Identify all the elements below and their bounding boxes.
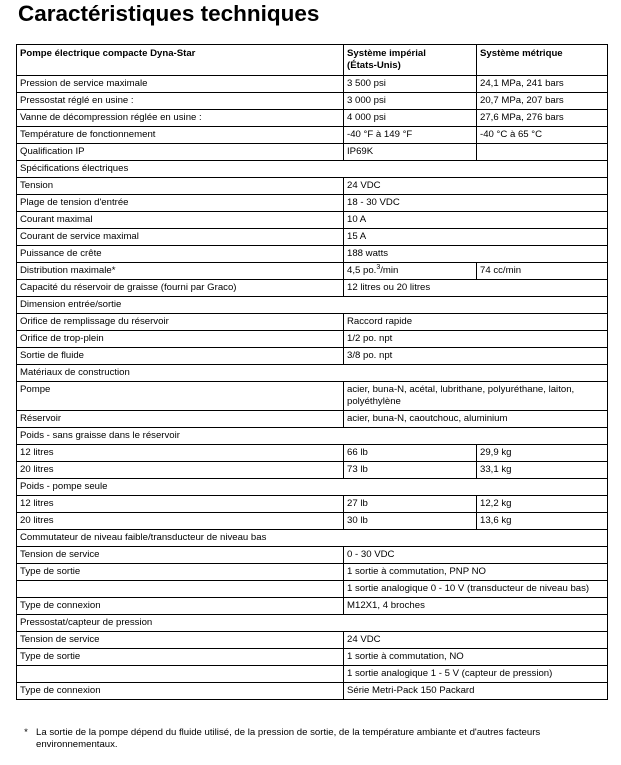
section-title: Pressostat/capteur de pression [17,615,608,632]
metric-value [477,144,608,161]
imperial-value: -40 °F à 149 °F [344,127,477,144]
spec-value: 10 A [344,212,608,229]
table-row [17,445,608,462]
imperial-value [344,263,477,280]
spec-value: 1/2 po. npt [344,331,608,348]
spec-label: Type de sortie [17,564,344,581]
spec-value: 12 litres ou 20 litres [344,280,608,297]
table-body [17,76,608,700]
spec-label: Type de sortie [17,649,344,666]
section-title: Poids - pompe seule [17,479,608,496]
spec-value: 1 sortie à commutation, PNP NO [344,564,608,581]
table-row [17,331,608,348]
imperial-value: 27 lb [344,496,477,513]
table-row [17,547,608,564]
imperial-value: IP69K [344,144,477,161]
spec-value: Raccord rapide [344,314,608,331]
metric-value: 12,2 kg [477,496,608,513]
table-row [17,229,608,246]
table-row [17,598,608,615]
footnote-text: La sortie de la pompe dépend du fluide utilisé, de la pression de sortie, de la température ambiante et d'autres facteurs environnementaux. [36,727,541,750]
spec-label: Courant de service maximal [17,229,344,246]
spec-value: 3/8 po. npt [344,348,608,365]
metric-value: 24,1 MPa, 241 bars [477,76,608,93]
spec-label: Tension de service [17,547,344,564]
table-row [17,496,608,513]
spec-value: 24 VDC [344,178,608,195]
spec-label: Puissance de crête [17,246,344,263]
section-row [17,297,608,314]
table-row [17,513,608,530]
spec-value: acier, buna-N, acétal, lubrithane, polyuréthane, laiton, polyéthylène [344,382,608,411]
table-row [17,76,608,93]
imperial-value: 3 000 psi [344,93,477,110]
spec-value: 15 A [344,229,608,246]
table-header-row [17,45,608,76]
table-row [17,280,608,297]
spec-label: Plage de tension d'entrée [17,195,344,212]
metric-value: 27,6 MPa, 276 bars [477,110,608,127]
spec-value: acier, buna-N, caoutchouc, aluminium [344,411,608,428]
table-row [17,649,608,666]
table-row [17,93,608,110]
table-row [17,382,608,411]
imperial-value: 73 lb [344,462,477,479]
section-title: Spécifications électriques [17,161,608,178]
spec-value: 0 - 30 VDC [344,547,608,564]
table-row [17,632,608,649]
table-row [17,564,608,581]
spec-label: Sortie de fluide [17,348,344,365]
spec-label: 12 litres [17,445,344,462]
metric-value: 29,9 kg [477,445,608,462]
spec-label: Température de fonctionnement [17,127,344,144]
footnote-mark: * [24,727,28,738]
section-title: Poids - sans graisse dans le réservoir [17,428,608,445]
spec-label: Pressostat réglé en usine : [17,93,344,110]
section-title: Commutateur de niveau faible/transducteur de niveau bas [17,530,608,547]
spec-value: Série Metri-Pack 150 Packard [344,683,608,700]
section-title: Matériaux de construction [17,365,608,382]
table-row [17,195,608,212]
specifications-table [16,44,608,700]
spec-label: Distribution maximale* [17,263,344,280]
header-product: Pompe électrique compacte Dyna-Star [17,45,344,76]
table-row [17,110,608,127]
section-row [17,530,608,547]
spec-label: Orifice de trop-plein [17,331,344,348]
spec-label: Capacité du réservoir de graisse (fourni par Graco) [17,280,344,297]
section-row [17,428,608,445]
spec-label: Type de connexion [17,683,344,700]
section-row [17,365,608,382]
page-title: Caractéristiques techniques [18,1,320,26]
footnote [16,727,607,751]
imperial-superscript: 3 [376,263,381,271]
imperial-value: 3 500 psi [344,76,477,93]
spec-label: Pression de service maximale [17,76,344,93]
spec-label: Courant maximal [17,212,344,229]
table-row [17,212,608,229]
spec-label: Type de connexion [17,598,344,615]
table-row [17,462,608,479]
imperial-value: 4 000 psi [344,110,477,127]
table-row [17,314,608,331]
spec-label-empty [17,581,344,598]
spec-value: 188 watts [344,246,608,263]
spec-label: Vanne de décompression réglée en usine : [17,110,344,127]
table-row [17,581,608,598]
table-row [17,411,608,428]
spec-label: Réservoir [17,411,344,428]
spec-value: 1 sortie analogique 0 - 10 V (transducteur de niveau bas) [344,581,608,598]
spec-label: 12 litres [17,496,344,513]
spec-label: 20 litres [17,462,344,479]
table-row [17,246,608,263]
spec-label-empty [17,666,344,683]
table-row [17,127,608,144]
table-row [17,144,608,161]
spec-value: M12X1, 4 broches [344,598,608,615]
metric-value: 13,6 kg [477,513,608,530]
spec-label: Orifice de remplissage du réservoir [17,314,344,331]
header-imperial [344,45,477,76]
header-imperial-line2: (États-Unis) [347,60,401,71]
table-row [17,263,608,280]
spec-label: 20 litres [17,513,344,530]
spec-value: 1 sortie analogique 1 - 5 V (capteur de pression) [344,666,608,683]
table-row [17,683,608,700]
imperial-value: 30 lb [344,513,477,530]
spec-value: 24 VDC [344,632,608,649]
spec-label: Tension de service [17,632,344,649]
imperial-value-suffix: /min [380,265,399,276]
spec-label: Tension [17,178,344,195]
metric-value: 74 cc/min [477,263,608,280]
section-row [17,479,608,496]
header-metric: Système métrique [477,45,608,76]
spec-value: 18 - 30 VDC [344,195,608,212]
section-title: Dimension entrée/sortie [17,297,608,314]
section-row [17,615,608,632]
section-row [17,161,608,178]
metric-value: 20,7 MPa, 207 bars [477,93,608,110]
header-imperial-line1: Système impérial [347,48,426,59]
spec-label: Pompe [17,382,344,411]
spec-value: 1 sortie à commutation, NO [344,649,608,666]
table-row [17,666,608,683]
imperial-value: 66 lb [344,445,477,462]
metric-value: 33,1 kg [477,462,608,479]
spec-label: Qualification IP [17,144,344,161]
imperial-value-text: 4,5 po. [347,265,377,276]
table-row [17,348,608,365]
table-row [17,178,608,195]
metric-value: -40 °C à 65 °C [477,127,608,144]
